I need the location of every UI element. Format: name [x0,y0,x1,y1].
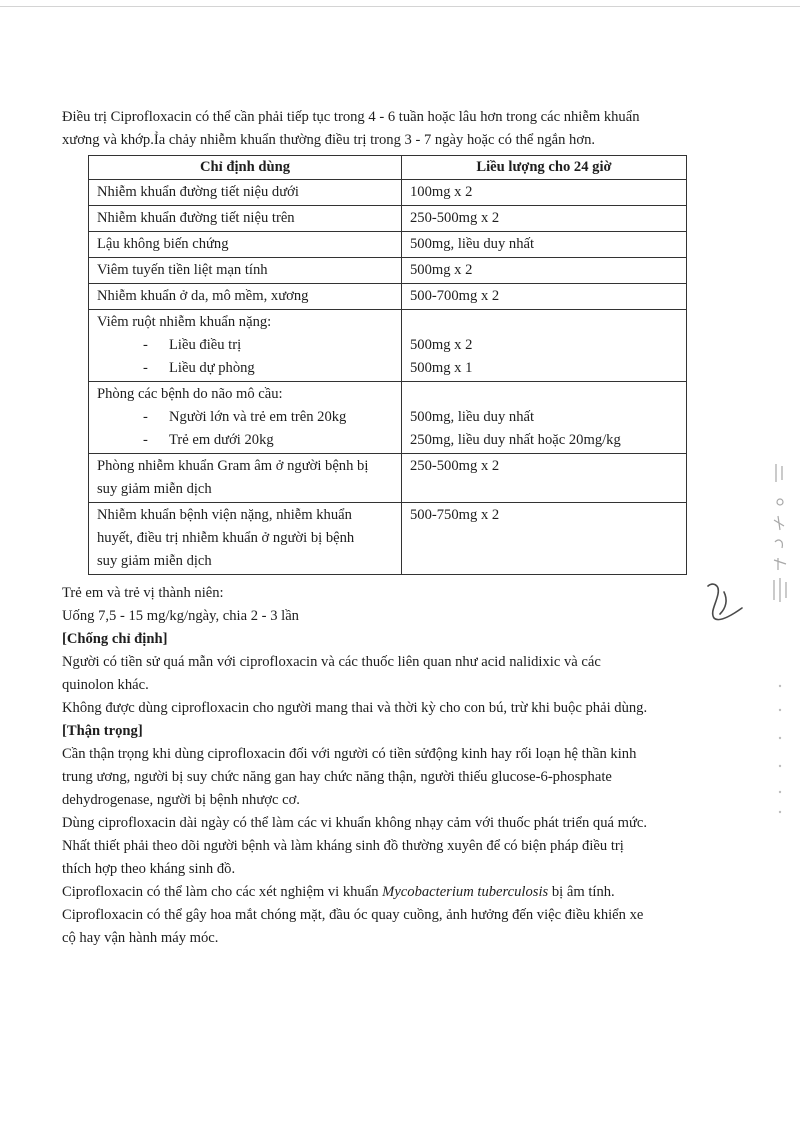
table-row [89,180,687,206]
dose-cell: 500-750mg x 2 [402,503,687,575]
contraindication-line: Không được dùng ciprofloxacin cho người mang thai và thời kỳ cho con bú, trừ khi buộc phải dùng. [62,700,648,716]
column-header-indication: Chỉ định dùng [89,156,402,180]
indication-line: Phòng nhiễm khuẩn Gram âm ở người bệnh bị [97,458,369,474]
table-row [89,454,687,503]
indication-line: Nhiễm khuẩn bệnh viện nặng, nhiễm khuẩn [97,507,352,523]
precaution-line: trung ương, người bị suy chức năng gan hay chức năng thận, người thiếu glucose-6-phosphate [62,769,612,785]
indication-cell: Nhiễm khuẩn đường tiết niệu trên [89,206,402,232]
intro-paragraph [62,106,730,152]
sub-dose: 500mg x 2 [410,337,473,353]
scan-top-edge [0,6,800,7]
sub-indication: - Liều dự phòng [97,357,393,380]
indication-cell [89,454,402,503]
myco-prefix: Ciprofloxacin có thể làm cho các xét nghiệm vi khuẩn [62,884,383,900]
table-row [89,284,687,310]
intro-line: Điều trị Ciprofloxacin có thể cần phải tiếp tục trong 4 - 6 tuần hoặc lâu hơn trong các nhiễm khuẩn [62,109,640,125]
dose-cell: 500mg x 2 [402,258,687,284]
margin-scan-dots [775,680,785,820]
precaution-line: Ciprofloxacin có thể gây hoa mắt chóng mặt, đầu óc quay cuồng, ảnh hưởng đến việc điều khiển xe [62,907,644,923]
dose-cell: 500-700mg x 2 [402,284,687,310]
sub-indication: - Liều điều trị [97,334,393,357]
precaution-line: thích hợp theo kháng sinh đồ. [62,861,236,877]
sub-dose: 250mg, liều duy nhất hoặc 20mg/kg [410,432,621,448]
precaution-line: Dùng ciprofloxacin dài ngày có thể làm các vi khuẩn không nhạy cảm với thuốc phát triển quá mức. [62,815,648,831]
table-header-row [89,156,687,180]
indication-cell [89,310,402,382]
intro-line: xương và khớp.Ỉa chảy nhiễm khuẩn thường điều trị trong 3 - 7 ngày hoặc có thể ngắn hơn. [62,132,596,148]
sub-indication: - Trẻ em dưới 20kg [97,429,393,452]
margin-stamp-marks [768,460,792,610]
dose-cell: 250-500mg x 2 [402,206,687,232]
precaution-line: Cần thận trọng khi dùng ciprofloxacin đối với người có tiền sửđộng kinh hay rối loạn hệ thần kinh [62,746,637,762]
contraindication-line: Người có tiền sử quá mẫn với ciprofloxacin và các thuốc liên quan như acid nalidixic và các [62,654,601,670]
table-row [89,232,687,258]
sub-dose: 500mg x 1 [410,360,473,376]
precaution-line: dehydrogenase, người bị bệnh nhược cơ. [62,792,300,808]
contraindication-line: quinolon khác. [62,677,149,693]
precautions-heading: [Thận trọng] [62,723,143,739]
table-row [89,258,687,284]
indication-line: huyết, điều trị nhiễm khuẩn ở người bị bệnh [97,530,355,546]
dose-cell: 100mg x 2 [402,180,687,206]
indication-cell: Viêm tuyến tiền liệt mạn tính [89,258,402,284]
precaution-line: Nhất thiết phải theo dõi người bệnh và làm kháng sinh đồ thường xuyên để có biện pháp điều trị [62,838,624,854]
indication-cell: Lậu không biến chứng [89,232,402,258]
table-row [89,382,687,454]
dose-cell [402,310,687,382]
table-row [89,310,687,382]
indication-cell [89,382,402,454]
indication-title: Phòng các bệnh do não mô cầu: [97,386,283,402]
sub-indication: - Người lớn và trẻ em trên 20kg [97,406,393,429]
dose-cell: 500mg, liều duy nhất [402,232,687,258]
table-row [89,206,687,232]
myco-suffix: bị âm tính. [548,884,615,900]
precaution-mycobacterium-line [62,881,730,904]
myco-species: Mycobacterium tuberculosis [382,884,549,900]
dosage-table [88,155,687,575]
column-header-dose: Liều lượng cho 24 giờ [402,156,687,180]
indication-line: suy giảm miễn dịch [97,481,212,497]
sub-dose: 500mg, liều duy nhất [410,409,535,425]
indication-title: Viêm ruột nhiễm khuẩn nặng: [97,314,272,330]
handwritten-initials [698,578,758,628]
dose-cell: 250-500mg x 2 [402,454,687,503]
body-text [62,582,730,950]
indication-cell: Nhiễm khuẩn ở da, mô mềm, xương [89,284,402,310]
indication-cell [89,503,402,575]
table-row [89,503,687,575]
children-title: Trẻ em và trẻ vị thành niên: [62,585,224,601]
contraindications-heading: [Chống chỉ định] [62,631,168,647]
indication-line: suy giảm miễn dịch [97,553,212,569]
precaution-line: cộ hay vận hành máy móc. [62,930,219,946]
children-dose: Uống 7,5 - 15 mg/kg/ngày, chia 2 - 3 lần [62,608,299,624]
indication-cell: Nhiễm khuẩn đường tiết niệu dưới [89,180,402,206]
dose-cell [402,382,687,454]
